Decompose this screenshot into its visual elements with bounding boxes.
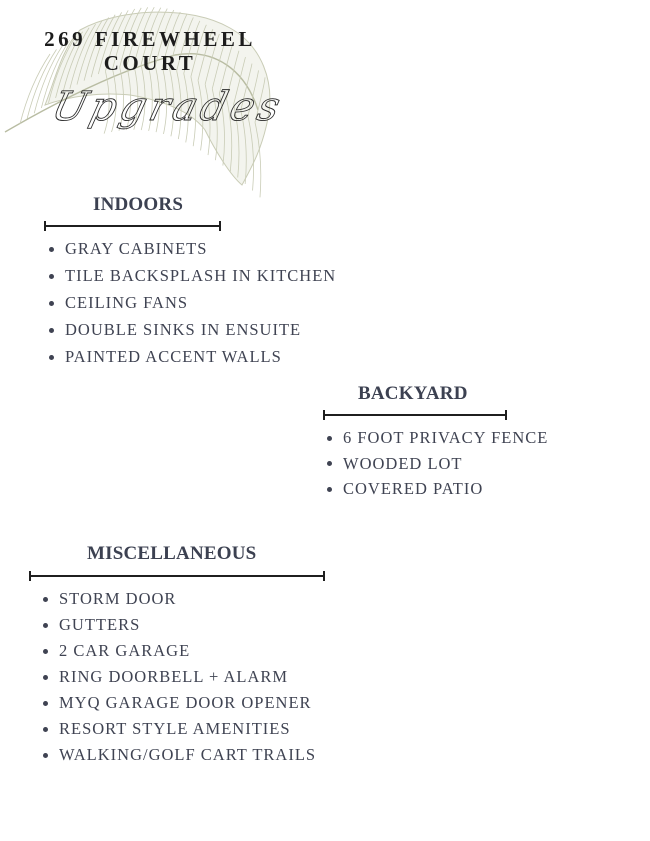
list-item: COVERED PATIO xyxy=(323,476,548,502)
upgrades-script-text: Upgrades xyxy=(47,82,290,130)
miscellaneous-divider xyxy=(29,575,325,577)
list-item: TILE BACKSPLASH IN KITCHEN xyxy=(45,262,336,289)
indoors-list xyxy=(45,235,336,370)
backyard-divider xyxy=(323,414,507,416)
indoors-divider xyxy=(44,225,221,227)
property-address-line2: COURT xyxy=(103,51,197,75)
upgrades-script-title xyxy=(47,60,290,155)
miscellaneous-list xyxy=(39,586,316,768)
list-item: 6 FOOT PRIVACY FENCE xyxy=(323,425,548,451)
list-item: DOUBLE SINKS IN ENSUITE xyxy=(45,316,336,343)
list-item: GRAY CABINETS xyxy=(45,235,336,262)
list-item: GUTTERS xyxy=(39,612,316,638)
backyard-heading: BACKYARD xyxy=(358,383,468,404)
list-item: STORM DOOR xyxy=(39,586,316,612)
property-address-line1: 269 FIREWHEEL xyxy=(44,27,256,51)
indoors-heading: INDOORS xyxy=(93,194,184,215)
list-item: WALKING/GOLF CART TRAILS xyxy=(39,742,316,768)
miscellaneous-heading: MISCELLANEOUS xyxy=(87,543,257,564)
list-item: RESORT STYLE AMENITIES xyxy=(39,716,316,742)
list-item: MYQ GARAGE DOOR OPENER xyxy=(39,690,316,716)
backyard-list xyxy=(323,425,548,502)
list-item: 2 CAR GARAGE xyxy=(39,638,316,664)
list-item: WOODED LOT xyxy=(323,451,548,477)
list-item: RING DOORBELL + ALARM xyxy=(39,664,316,690)
list-item: CEILING FANS xyxy=(45,289,336,316)
list-item: PAINTED ACCENT WALLS xyxy=(45,343,336,370)
